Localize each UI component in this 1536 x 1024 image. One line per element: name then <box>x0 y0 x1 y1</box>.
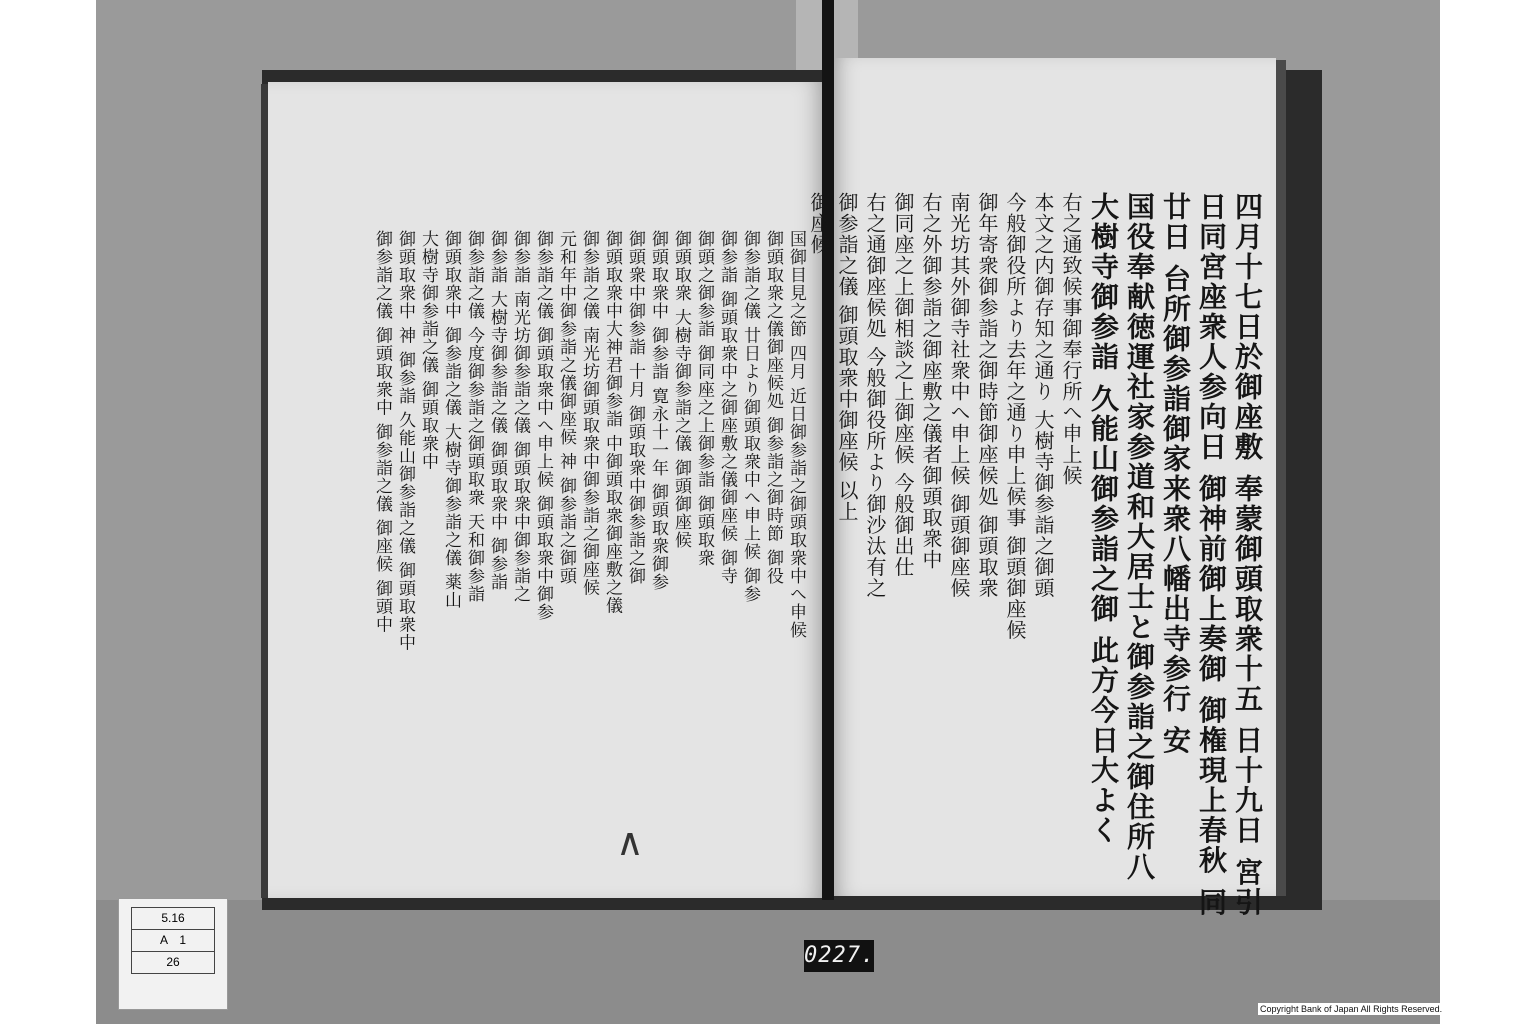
text-column: 元和年中御参詣之儀御座候 神 御参詣之御頭 <box>556 230 576 585</box>
text-column: 右之通致候事御奉行所へ申上候 <box>1059 192 1083 486</box>
scan-background <box>96 0 1440 1024</box>
catalog-label-row: 26 <box>166 955 180 969</box>
text-column: 大樹寺御参詣之儀 御頭取衆中 <box>418 230 438 471</box>
catalog-label-table <box>131 907 215 974</box>
right-page-text <box>807 192 1264 918</box>
text-column: 御座候 <box>807 192 831 255</box>
text-column: 御年寄衆御参詣之御時節御座候処 御頭取衆 <box>975 192 999 599</box>
text-column: 廿日 台所御参詣御家来衆八幡出寺参行 安 <box>1159 192 1192 756</box>
text-column: 国役奉献徳運社家参道和大居士と御参詣之御住所八 <box>1123 192 1156 882</box>
text-column: 南光坊其外御寺社衆中へ申上候 御頭御座候 <box>947 192 971 599</box>
text-column: 四月十七日於御座敷 奉蒙御頭取衆十五 日十九日 宮引 <box>1231 192 1264 918</box>
text-column: 御頭取衆 大樹寺御参詣之儀 御頭御座候 <box>671 230 691 549</box>
left-page-text <box>284 230 804 840</box>
margin-mark: ∧ <box>616 820 644 864</box>
text-column: 本文之内御存知之通り 大樹寺御参詣之御頭 <box>1031 192 1055 599</box>
left-page-edge <box>261 84 268 898</box>
text-column: 御頭取衆中大神君御参詣 中御頭取衆御座敷之儀 <box>602 230 622 615</box>
text-column: 御頭之御参詣 御同座之上御参詣 御頭取衆 <box>694 230 714 567</box>
copyright-notice: Copyright Bank of Japan All Rights Reserved. <box>1260 1004 1443 1014</box>
scan-floor <box>96 900 1440 1024</box>
text-column: 国御目見之節 四月 近日御参詣之御頭取衆中へ申候 <box>786 230 806 639</box>
text-column: 右之外御参詣之御座敷之儀者御頭取衆中 <box>919 192 943 570</box>
text-column: 大樹寺御参詣 久能山御参詣之御 此方今日大よく <box>1087 192 1120 846</box>
text-column: 御頭取衆之儀御座候処 御参詣之御時節 御役 <box>763 230 783 585</box>
right-page-edge <box>1276 60 1286 896</box>
text-column: 御参詣之儀 御頭取衆中へ申上候 御頭取衆中御参 <box>533 230 553 621</box>
text-column: 御参詣之儀 御頭取衆中 御参詣之儀 御座候 御頭中 <box>372 230 392 634</box>
text-column: 御参詣之儀 今度御参詣之御頭取衆 天和御参詣 <box>464 230 484 603</box>
text-column: 御参詣之儀 南光坊御頭取衆中御参詣之御座候 <box>579 230 599 597</box>
text-column: 御参詣之儀 廿日より御頭取衆中へ申上候 御参 <box>740 230 760 603</box>
text-column: 御頭取衆中 御参詣 寛永十一年 御頭取衆御参 <box>648 230 668 592</box>
text-column: 御同座之上御相談之上御座候 今般御出仕 <box>891 192 915 578</box>
book-gutter <box>822 0 834 900</box>
text-column: 日同宮座衆人参向日 御神前御上奏御 御権現上春秋 同 <box>1195 192 1228 918</box>
catalog-label-card <box>118 898 228 1010</box>
frame-number-stamp: 0227. <box>804 940 874 972</box>
text-column: 御頭衆中御参詣 十月 御頭取衆中御参詣之御 <box>625 230 645 585</box>
text-column: 御頭取衆中 神 御参詣 久能山御参詣之儀 御頭取衆中 <box>395 230 415 652</box>
text-column: 今般御役所より去年之通り申上候事 御頭御座候 <box>1003 192 1027 641</box>
text-column: 右之通御座候処 今般御役所より御沙汰有之 <box>863 192 887 599</box>
text-column: 御参詣 南光坊御参詣之儀 御頭取衆中御参詣之 <box>510 230 530 603</box>
text-column: 御参詣之儀 御頭取衆中御座候 以上 <box>835 192 859 522</box>
text-column: 御頭取衆中 御参詣之儀 大樹寺御参詣之儀 薬山 <box>441 230 461 610</box>
catalog-label-row: A 1 <box>132 930 214 952</box>
text-column: 御参詣 御頭取衆中之御座敷之儀御座候 御寺 <box>717 230 737 585</box>
text-column: 御参詣 大樹寺御参詣之儀 御頭取衆中 御参詣 <box>487 230 507 592</box>
catalog-label-row: 5.16 <box>132 908 214 930</box>
